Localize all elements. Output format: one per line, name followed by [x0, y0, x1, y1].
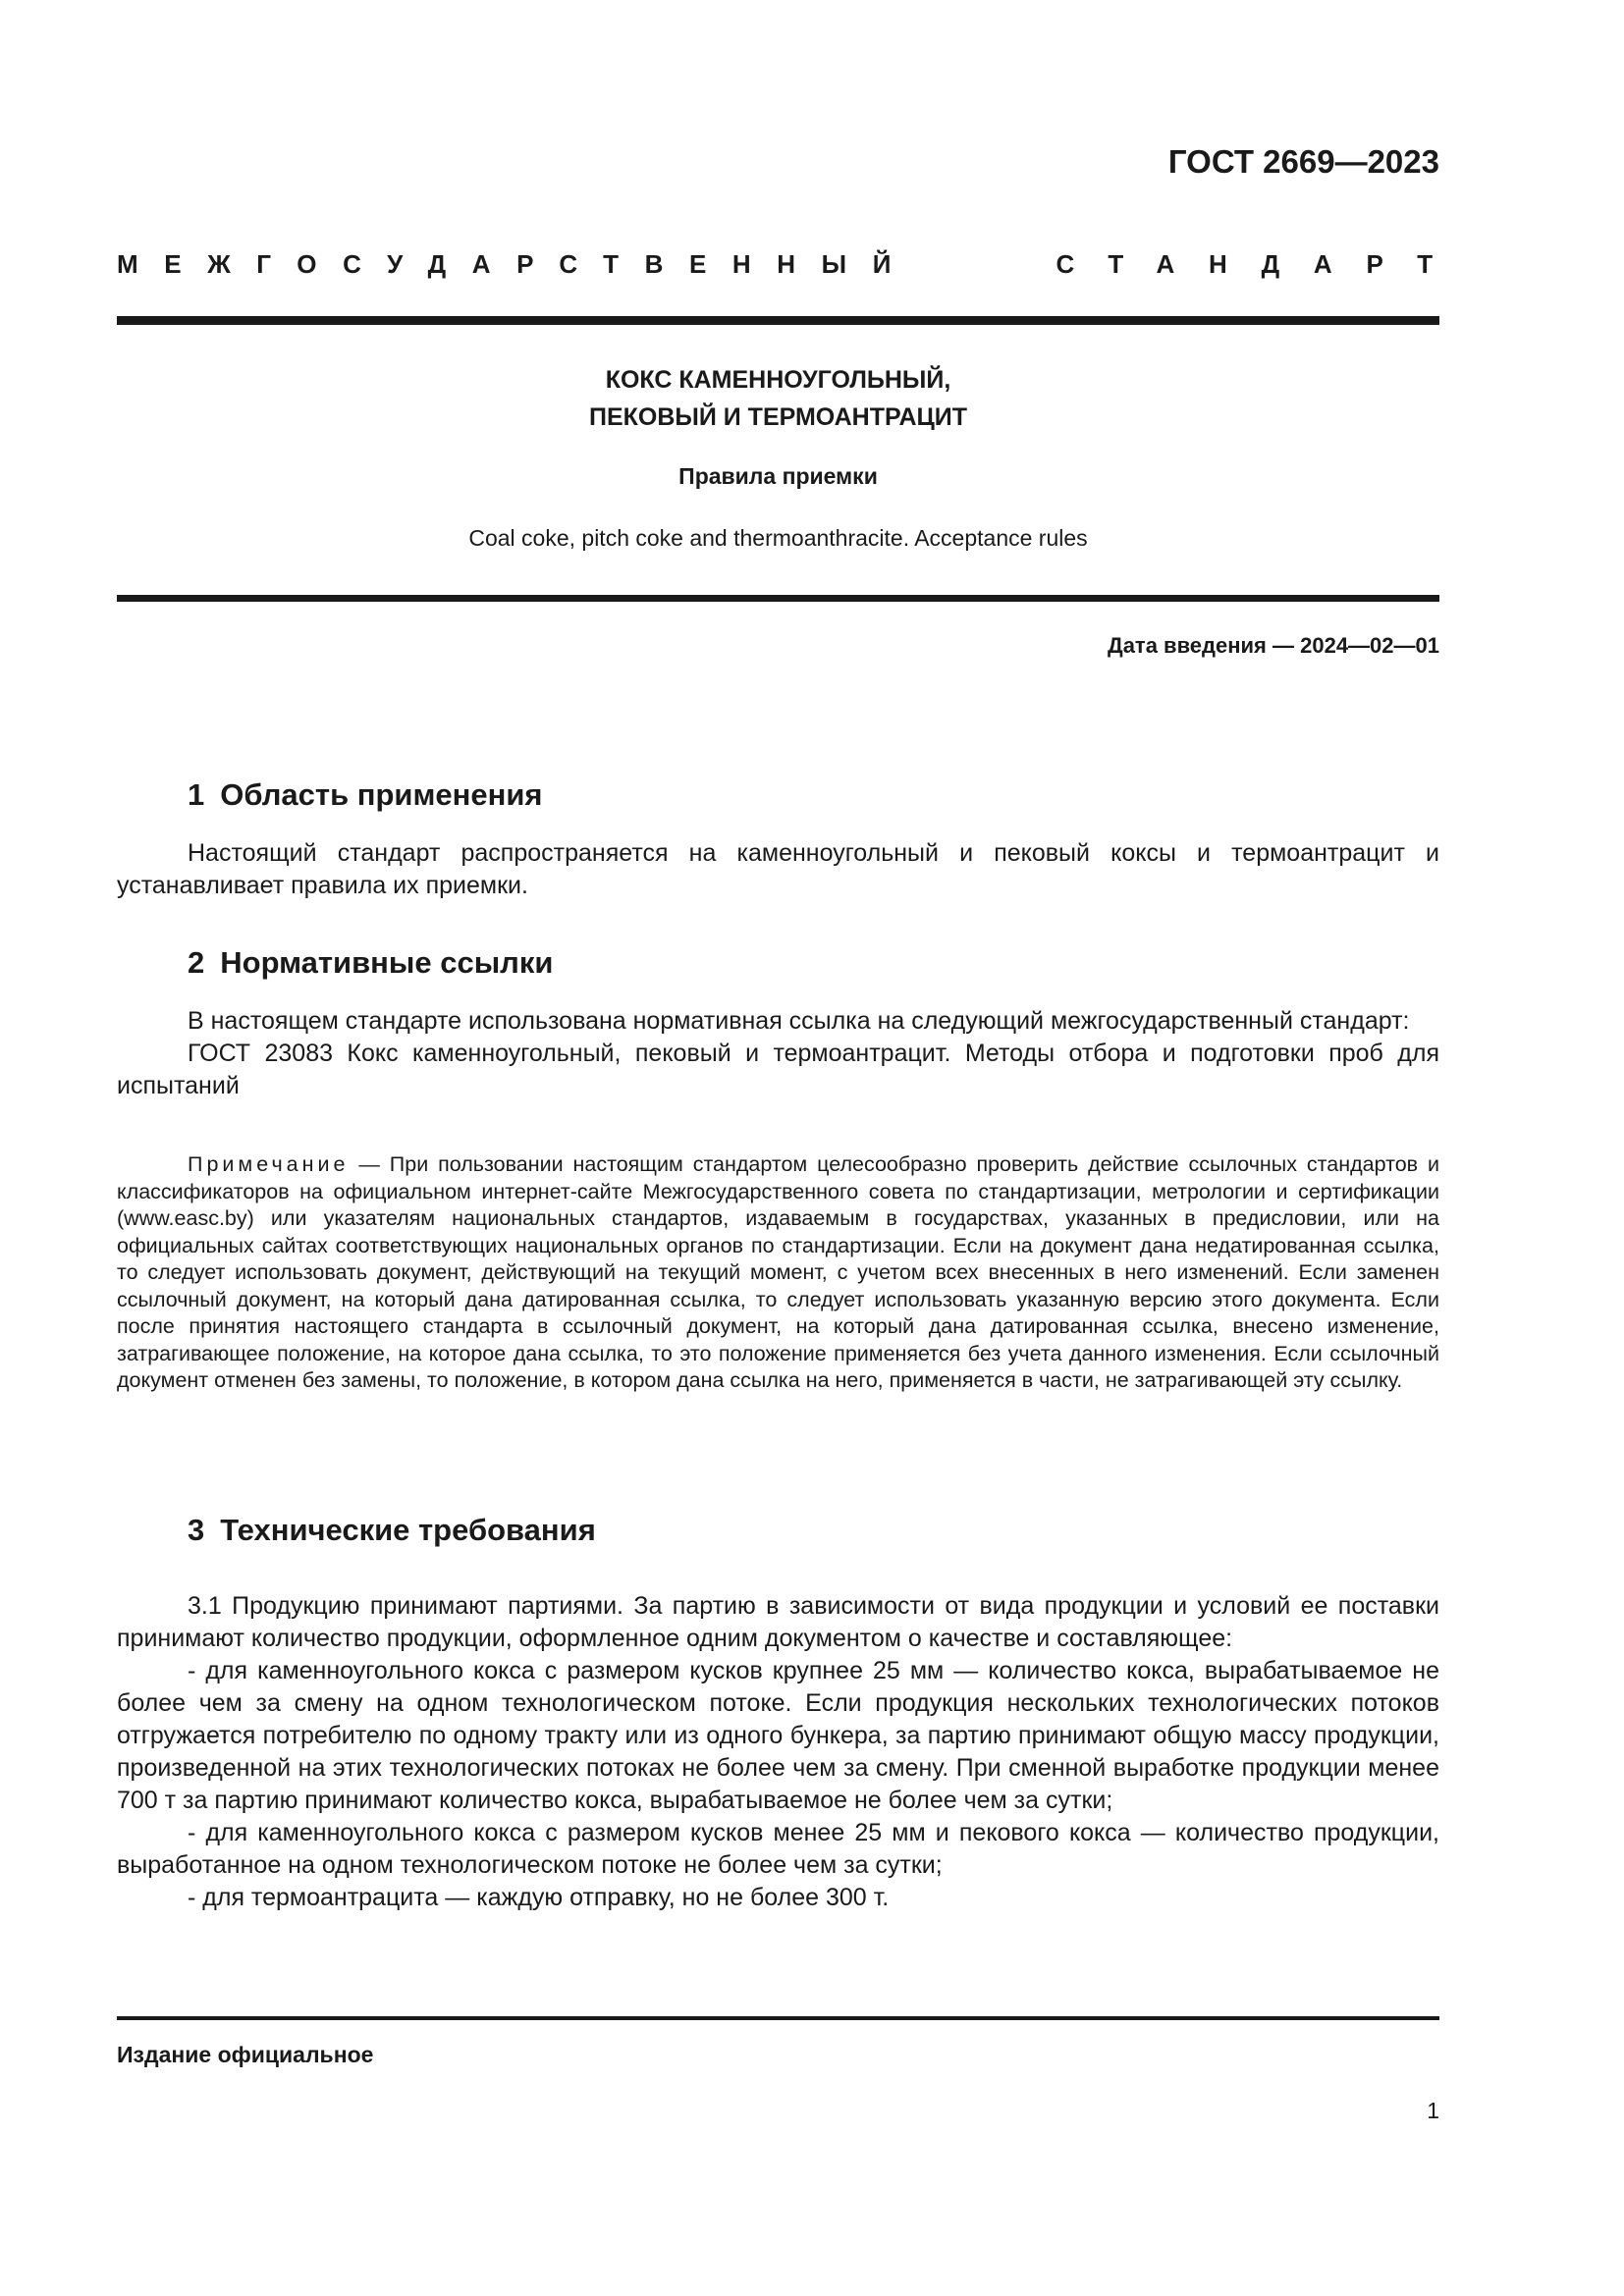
title-line-1: КОКС КАМЕННОУГОЛЬНЫЙ,	[605, 366, 951, 394]
paragraph: Настоящий стандарт распространяется на каменноугольный и пековый коксы и термоантрацит и устанавливает правила их приемки.	[117, 839, 1439, 899]
top-divider	[117, 316, 1439, 325]
standard-word: СТАНДАРТ	[1056, 249, 1467, 279]
document-page	[117, 0, 1467, 2296]
paragraph: В настоящем стандарте использована нормативная ссылка на следующий межгосударственный стандарт:	[188, 1007, 1410, 1035]
gost-number: ГОСТ 2669—2023	[1167, 143, 1439, 180]
interstate-word: МЕЖГОСУДАРСТВЕННЫЙ	[117, 249, 918, 279]
section-title: Область применения	[220, 777, 543, 812]
footer-divider	[117, 2016, 1439, 2020]
list-item: - для каменноугольного кокса с размером кусков менее 25 мм и пекового кокса — количество продукции, выработанное на одном технологическом потоке не более чем за сутки;	[117, 1819, 1439, 1879]
section-2-body	[117, 1005, 1439, 1102]
paragraph: 3.1 Продукцию принимают партиями. За партию в зависимости от вида продукции и условий ее поставки принимают количество продукции, оформленное одним документом о качестве и составляющее:	[117, 1592, 1439, 1652]
section-2-heading	[188, 945, 553, 981]
title-line-2: ПЕКОВЫЙ И ТЕРМОАНТРАЦИТ	[588, 403, 968, 431]
note-label: Примечание	[188, 1152, 350, 1176]
title-divider	[117, 595, 1439, 602]
english-title: Coal coke, pitch coke and thermoanthracite. Acceptance rules	[468, 525, 1088, 551]
official-edition-label: Издание официальное	[117, 2042, 374, 2067]
note-paragraph	[117, 1151, 1439, 1395]
section-title: Технические требования	[220, 1513, 596, 1547]
interstate-standard-banner	[117, 249, 1467, 289]
list-item: - для каменноугольного кокса с размером кусков крупнее 25 мм — количество кокса, вырабатываемое не более чем за смену на одном технологическом потоке. Если продукция нескольких технологических потоков отгружается потребителю по одному тракту или из одного бункера, за партию принимают общую массу продукции, произведенной на этих технологических потоках не более чем за смену. При сменной выработке продукции менее 700 т за партию принимают количество кокса, вырабатываемое не более чем за сутки;	[117, 1657, 1439, 1814]
note-text: — При пользовании настоящим стандартом целесообразно проверить действие ссылочных стандартов и классификаторов на официальном интернет-сайте Межгосударственного совета по стандартизации, метрологии и сертификации (www.easc.by) или указателям национальных стандартов, издаваемым в государствах, указанных в предисловии, или на официальных сайтах соответствующих национальных органов по стандартизации. Если на документ дана недатированная ссылка, то следует использовать документ, действующий на текущий момент, с учетом всех внесенных в него изменений. Если заменен ссылочный документ, на который дана датированная ссылка, то следует использовать указанную версию этого документа. Если после принятия настоящего стандарта в ссылочный документ, на который дана датированная ссылка, внесено изменение, затрагивающее положение, на которое дана ссылка, то это положение применяется без учета данного изменения. Если ссылочный документ отменен без замены, то положение, в котором дана ссылка на него, применяется в части, не затрагивающей эту ссылку.	[117, 1152, 1439, 1392]
section-3-heading	[188, 1513, 596, 1548]
normative-note	[117, 1151, 1439, 1395]
introduction-date: Дата введения — 2024—02—01	[1108, 633, 1439, 658]
section-1-heading	[188, 777, 543, 813]
section-1-body	[117, 837, 1439, 902]
section-number: 1	[188, 777, 205, 812]
section-number: 2	[188, 945, 205, 980]
list-item: - для термоантрацита — каждую отправку, но не более 300 т.	[188, 1884, 890, 1911]
page-number: 1	[1427, 2098, 1439, 2123]
document-title	[117, 361, 1439, 436]
section-title: Нормативные ссылки	[220, 945, 554, 980]
section-3-body	[117, 1590, 1439, 1914]
paragraph: ГОСТ 23083 Кокс каменноугольный, пековый и термоантрацит. Методы отбора и подготовки проб для испытаний	[117, 1040, 1439, 1099]
document-subtitle: Правила приемки	[678, 463, 878, 489]
section-number: 3	[188, 1513, 205, 1547]
